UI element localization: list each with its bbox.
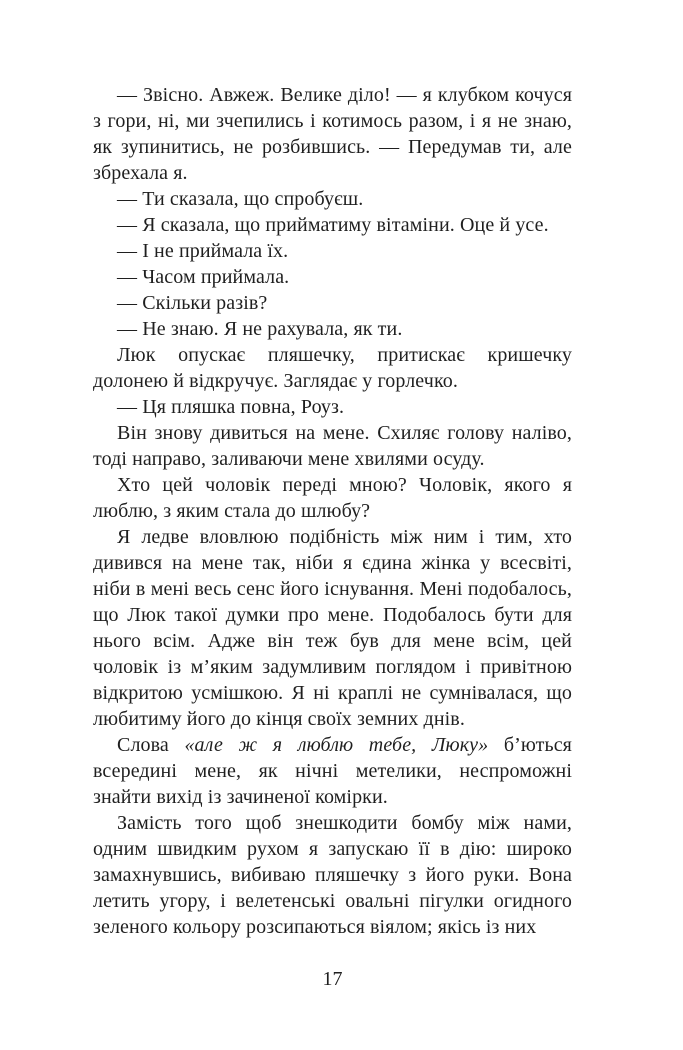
paragraph: — Я сказала, що прийматиму вітаміни. Оце й усе. xyxy=(117,214,549,236)
page-text xyxy=(93,82,572,940)
paragraph: Замість того щоб знешкодити бомбу між нами, одним швидким рухом я запускаю її в дію: широко замахнувшись, вибиваю пляшечку з його руки. Вона летить угору, і велетенські овальні пігулки огидного зеленого кольору розсипаються віялом; якісь із них xyxy=(93,812,572,938)
paragraph: Він знову дивиться на мене. Схиляє голову наліво, тоді направо, заливаючи мене хвилями осуду. xyxy=(93,422,572,470)
paragraph: — І не приймала їх. xyxy=(117,240,289,262)
paragraph: — Ця пляшка повна, Роуз. xyxy=(117,396,345,418)
paragraph: — Ти сказала, що спробуєш. xyxy=(117,188,364,210)
paragraph: — Часом приймала. xyxy=(117,266,290,288)
italic-quote: «але ж я люблю тебе, Люку» xyxy=(184,734,489,756)
paragraph-segment: б’ються всередині мене, як нічні метелики, неспроможні знайти вихід із зачиненої комірки. xyxy=(93,734,572,808)
paragraph: Я ледве вловлюю подібність між ним і тим, хто дивився на мене так, ніби я єдина жінка у всесвіті, ніби в мені весь сенс його існування. Мені подобалось, що Люк такої думки про мене. Подобалось бути для нього всім. Адже він теж був для мене всім, цей чоловік із м’яким задумливим поглядом і привітною відкритою усмішкою. Я ні краплі не сумнівалася, що любитиму його до кінця своїх земних днів. xyxy=(93,526,572,730)
page-number: 17 xyxy=(322,968,343,990)
paragraph xyxy=(93,732,572,810)
paragraph: Хто цей чоловік переді мною? Чоловік, якого я люблю, з яким стала до шлюбу? xyxy=(93,474,572,522)
paragraph: — Скільки разів? xyxy=(117,292,268,314)
paragraph: Люк опускає пляшечку, притискає кришечку долонею й відкручує. Заглядає у горлечко. xyxy=(93,344,572,392)
paragraph: — Не знаю. Я не рахувала, як ти. xyxy=(117,318,403,340)
paragraph-segment: Слова xyxy=(117,734,185,756)
paragraph: — Звісно. Авжеж. Велике діло! — я клубком кочуся з гори, ні, ми зчепились і котимось разом, і я не знаю, як зупинитись, не розбившись. — Передумав ти, але збрехала я. xyxy=(93,84,572,184)
